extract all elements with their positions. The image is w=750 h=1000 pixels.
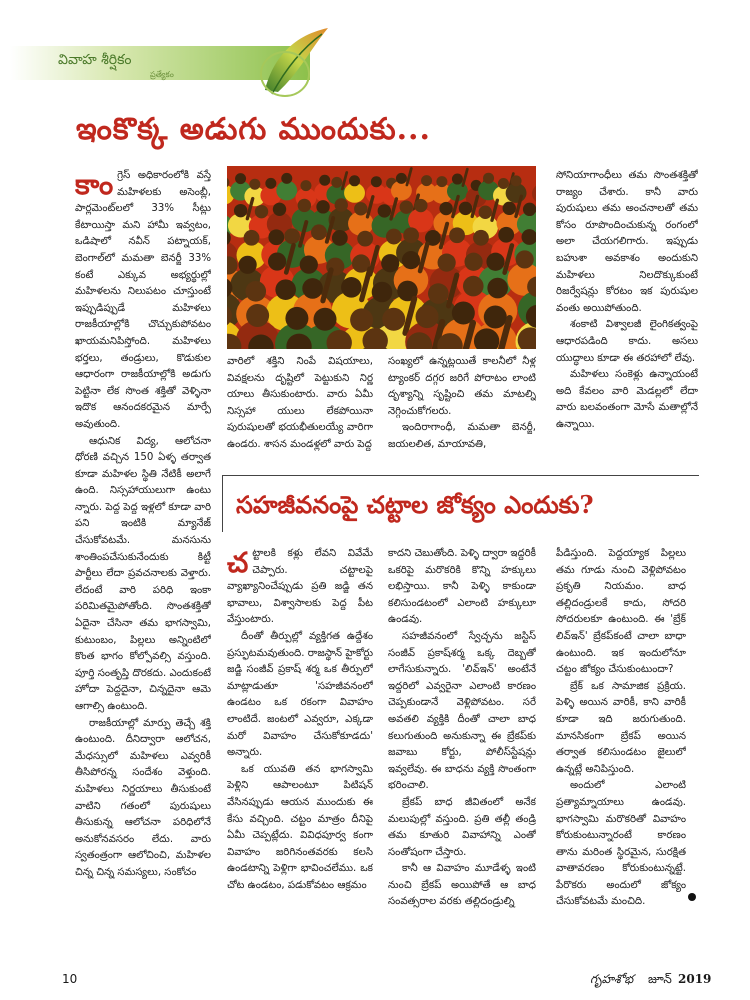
article1-column-2 <box>227 354 373 470</box>
article1-column-4 <box>556 168 698 468</box>
brand-name: వివాహ శీర్షికం <box>58 52 132 68</box>
paragraph: బ్రేక్ ఒక సామాజిక ప్రక్రియ. పెళ్ళి అయిన వారికీ, కాని వారికీ కూడా ఇది జరుగుతుంది. మానసికంగా బ్రేకప్ అయిన తర్వాత కలిసుండటం జైలులో ఉన్నట్లే అనిపిస్తుంది. <box>556 680 686 775</box>
paragraph: సోనియాగాంధీలు తమ సొంతశక్తితో రాజ్యం చేశారు. కానీ వారు పురుషులు తమ అంచనాలతో తమ కోసం రూపొందించుకున్న రంగంలో అలా చేయగలిగారు. ఇప్పుడు బహుశా అవకాశం అందుకుని మహిళలు నిలదొక్కుకుంటే రిజర్వేషన్లు కోరటం ఇక పురుషుల వంతు అయిపోతుంది. <box>556 170 698 314</box>
paragraph: ఒక యువతి తన భాగస్వామి పెళ్లిని ఆపాలంటూ పిటిషన్ వేసినప్పుడు ఆయన ముందుకు ఈ కేసు వచ్చింది. చట్టం మాత్రం దీనిపై ఏమీ చెప్పట్లేదు. వివిధపూర్వ కంగా వివాహం జరిగినంతవరకు కలసి ఉండటాన్ని పెళ్లిగా భావించలేము. ఒక చోట ఉండటం, పడుకోవటం ఆక్రమం <box>227 763 373 891</box>
issue-month: జూన్ <box>648 972 672 986</box>
paragraph: గ్రెస్ అధికారంలోకి వస్తే మహిళలకు అసెంబ్లీ, పార్లమెంట్‌లలో 33% సీట్లు కేటాయిస్తా మని హామీ ఇవ్వటం, ఒడిషాలో నవీన్ పట్నాయక్, బెంగాల్‌లో మమతా బెనర్జీ 33% కంటే ఎక్కువ అభ్యర్థుల్లో మహిళలను నిలుపటం చూస్తుంటే ఇప్పుడిప్పుడే మహిళలు రాజకీయాల్లోకి చొచ్చుకుపోవటం ఖాయమనిపిస్తోంది. మహిళలు భర్తలు, తండ్రులు, కొడుకుల ఆధారంగా రాజకీయాల్లోకి అడుగు పెట్టినా లేక సొంత శక్తితో వెళ్ళినా ఇదొక ఆనందకరమైన మార్పే అవుతుంది. <box>75 170 211 430</box>
paragraph: పీడిస్తుంది. పెద్దయ్యాక పిల్లలు తమ గూడు నుంచి వెళ్లిపోవటం ప్రకృతి నియమం. బాధ తల్లిదండ్రులకే కాదు, సోదరి సోదరులకూ ఉంటుంది. ఈ 'బ్రేక్ లివ్‌ఇన్' బ్రేకప్‌కంటే చాలా బాధా ఉంటుంది. ఇక ఇందులోనూ చట్టం జోక్యం చేసుకుంటుందా? <box>556 548 686 676</box>
page-number: 10 <box>62 972 78 986</box>
article2-column-4 <box>556 546 686 914</box>
paragraph: కానీ ఆ వివాహం మూడేళ్ళ ఇంటి నుంచి బ్రేకప్ అయిపోతే ఆ బాధ సంవత్సరాల వరకు తల్లిదండ్రుల్ని <box>388 863 536 908</box>
paragraph: అందులో ఎలాంటి ప్రత్యామ్నాయాలు ఉండవు. భాగస్వామి మరొకరితో వివాహం కోరుకుంటున్నారంటే కారణం తాను మరింత స్థిరమైన, సురక్షిత వాతావరణం కోరుకుంటున్నట్టే. పేరొకరు అందులో జోక్యం చేసుకోవటమే మంచిది. <box>556 780 686 908</box>
paragraph: కాదని చెబుతోంది. పెళ్ళి ద్వారా ఇద్దరికీ ఒకరిపై మరొకరికి కొన్ని హక్కులు లభిస్తాయి. కానీ పెళ్ళి కాకుండా కలిసుండటంలో ఎలాంటి హక్కులూ ఉండవు. <box>388 548 536 626</box>
paragraph: రాజకీయాల్లో మార్పు తెచ్చే శక్తి ఉంటుంది. దీనిద్వారా ఆలోచన, మేధస్సులో మహిళలు ఎవ్వరికీ తీసిపోరన్న సందేశం వెళ్తుంది. మహిళలు నిర్ణయాలు తీసుకుంటే వాటిని గతంలో పురుషులు తీసుకున్న ఆలోచనా పరిధిలోనే అనుకోనవసరం లేదు. వారు స్వతంత్రంగా ఆలోచించి, మహిళల చిన్న చిన్న సమస్యలు, సంకోచం <box>75 717 211 878</box>
crowd-photo <box>227 166 536 349</box>
paragraph: శంకాటి విశ్వాలజీ లైంగికత్వంపై ఆధారపడింది కాదు. అసలు యుద్ధాలు కూడా ఈ తరహాలో లేవు. <box>556 319 698 364</box>
crowd-image <box>227 166 536 349</box>
brand-sub: ప్రత్యేకం <box>150 70 174 79</box>
article2-column-3 <box>388 546 536 914</box>
article1-column-3 <box>388 354 536 470</box>
end-mark <box>688 893 696 901</box>
dropcap: కాం <box>75 168 114 201</box>
paragraph: వారిలో శక్తిని నింపే విషయాలు, వివక్షలను దృష్టిలో పెట్టుకుని నిర్ణ యాలు తీసుకుంటారు. వారు ఏమీ నిస్సహా యులు లేకపోయినా పురుషులతో భయభీతులయ్యే వారిగా ఉండరు. శాసన మండళ్లలో వారు పెద్ద <box>227 356 373 450</box>
page-title: ఇంకొక్క అడుగు ముందుకు... <box>76 112 431 147</box>
subheadline: సహజీవనంపై చట్టాల జోక్యం ఎందుకు? <box>236 490 594 519</box>
article2-column-2 <box>227 546 373 914</box>
brand-banner <box>10 22 340 102</box>
paragraph: దీంతో తీర్పుల్లో వ్యక్తిగత ఉద్దేశం ప్రస్ఫుటమవుతుంది. రాజస్థాన్ హైకోర్టు జడ్జి సంజీవ్ ప్రకాష్ శర్మ ఒక తీర్పులో మాట్లాడుతూ 'సహజీవనంలో ఉండటం ఒక రకంగా వివాహం లాంటిదే. జంటలో ఎవ్వరూ, ఎక్కడా మరో వివాహం చేసుకోకూడదు' అన్నారు. <box>227 630 373 759</box>
magazine-name: గృహశోభ <box>590 972 634 986</box>
paragraph: సహజీవనంలో స్వేచ్ఛను జస్టిస్ సంజీవ్ ప్రకాష్‌శర్మ ఒక్క దెబ్బతో లాగేసుకున్నారు. 'లివ్‌ఇన్' అంటేనే ఇద్దరిలో ఎవ్వరైనా ఎలాంటి కారణం చెప్పకుండానే వెళ్లిపోవటం. సరే అవతలి వ్యక్తికి దీంతో చాలా బాధ కలుగుతుంది అనుకున్నా ఈ బ్రేకప్‌కు జవాబు కోర్టు, పోలీస్‌స్టేషన్లు ఇవ్వలేవు. ఈ బాధను వ్యక్తి సొంతంగా భరించాలి. <box>388 630 536 792</box>
paragraph: మహిళలు సంకెళ్లు ఉన్నాయంటే అది కేవలం వారి మెడల్లలో లేదా వారు బలవంతంగా మోసే మతాల్లోనే ఉన్నాయి. <box>556 369 698 430</box>
article1-column-1 <box>75 168 211 968</box>
paragraph: ఇందిరాగాంధీ, మమతా బెనర్జీ, జయలలిత, మాయావతి, <box>388 422 536 450</box>
paragraph: బ్రేకప్ బాధ జీవితంలో అనేక మలుపుల్లో వస్తుంది. ప్రతి తల్లీ తండ్రి తమ కూతురి వివాహాన్ని ఎంతో సంతోషంగా చేస్తారు. <box>388 796 536 858</box>
paragraph: ఆధునిక విద్య, ఆలోచనా ధోరణి వచ్చిన 150 ఏళ్ళ తర్వాత కూడా మహిళల స్థితి నేటికీ అలాగే ఉంది. నిస్సహాయులుగా ఉంటు న్నారు. పెద్ద పెద్ద ఇళ్లలో కూడా వారి పని ఇంటికి మ్యానేజ్ చేసుకోవటమే. మనసును శాంతింపచేసుకునేందుకు కిట్టీ పార్టీలు లేదా ప్రవచనాలకు వెళ్తారు. లేదంటే వారి పరిధి ఇంకా పరిమితమైపోతోంది. సొంతశక్తితో ఏదైనా చేసినా తమ భాగస్వామి, కుటుంబం, పిల్లలు అన్నింటిలో కొంత భాగం కోల్పోవల్సి వస్తుంది. పూర్తి సంతృప్తి దొరకదు. ఎందుకంటే హోదా పెద్దదైనా, చిన్నదైనా ఆమె ఆగాల్సి ఉంటుంది. <box>75 435 211 712</box>
dropcap: చ <box>227 546 249 579</box>
paragraph: సంఖ్యలో ఉన్నట్లయితే కాలనీలో నీళ్ల ట్యాంకర్ దగ్గర జరిగే పోరాటం లాంటి దృశ్యాన్ని సృష్టించి తమ మాటల్ని నెగ్గించుకోగలరు. <box>388 356 536 417</box>
paragraph: ట్టాలకి కళ్లు లేవని వివేమే చెప్పారు. చట్టాలపై వ్యాఖ్యానించేప్పుడు ప్రతి జడ్జి తన భావాలు, విశ్వాసాలకు పెద్ద పీట వేస్తుంటారు. <box>227 548 373 626</box>
issue-year: 2019 <box>678 972 712 986</box>
